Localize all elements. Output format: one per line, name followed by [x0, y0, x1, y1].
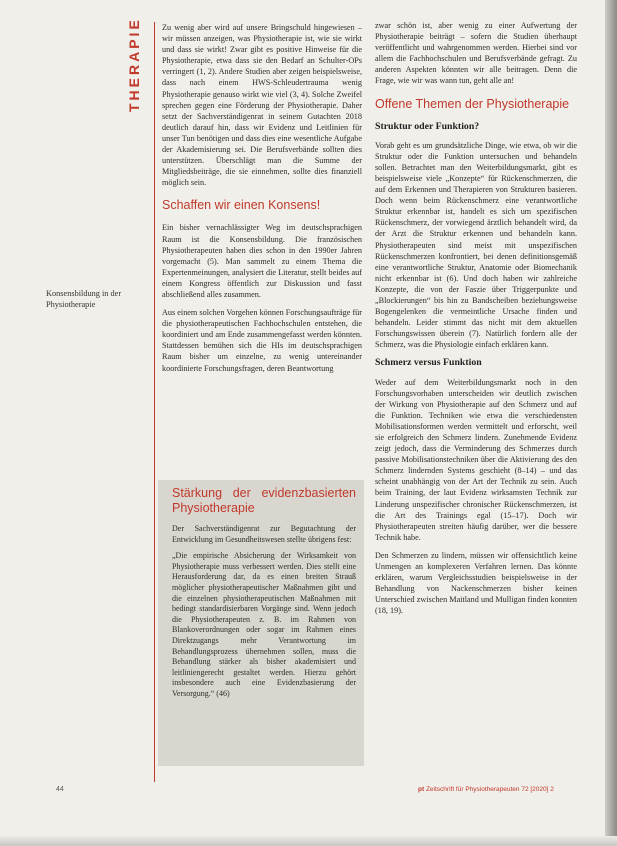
- paragraph: Weder auf dem Weiterbildungsmarkt noch in den Forschungsvorhaben unterscheiden wir deutlich zwischen der Wirkung von Physiotherapie auf den Schmerz und auf die Funktion. Techniken wie etwa die verschiedensten Mobilisationsformen werden vermittelt und erforscht, weil sie erfolgreich den Schmerz lindern. Zunehmende Evidenz zeigt jedoch, dass die Verminderung des Schmerzes durch passive Mobilisationstechniken über die Aktivierung des den Schmerz lindernden Systems geschieht (8–14) – und das scheint unabhängig von der Art der Technik zu sein. Auch beim Training, der laut Evidenz wirksamsten Technik zur Linderung unspezifischer chronischer Rückenschmerzen, ist die Art des Trainings egal (15–17). Doch wir Physiotherapeuten streiten häufig darüber, wer die bessere Technik habe.: [375, 377, 577, 542]
- column-divider: [154, 22, 155, 782]
- right-text-column: [375, 20, 577, 624]
- box-heading: Stärkung der evidenzbasierten Physiotherapie: [172, 486, 356, 515]
- paragraph: Zu wenig aber wird auf unsere Bringschuld hingewiesen – wir müssen anzeigen, was Physiotherapie ist, wie sie wirkt und dass sie wirkt! Zwar gibt es positive Hinweise für die Physiotherapie, etwa dass sie den Bedarf an Schulter-OPs verringert (1, 2). Andere Studien aber zeigen beispielsweise, dass nach einem HWS-Schleudertrauma wenig Physiotherapie genauso wirkt wie viel (3, 4). Solche Zweifel sprechen gegen eine Förderung der Physiotherapie. Daher setzt der Sachverständigenrat in seinem Gutachten 2018 deutlich darauf hin, dass wir Evidenz und Leitlinien für unser Tun benötigen und dass dies eine wesentliche Aufgabe der Akademisierung sei. Die Berufsverbände sollten dies unterstützen. Überschlägt man die Summe der Mitgliedsbeiträge, die sie einnehmen, sollte dies finanziell möglich sein.: [162, 23, 362, 188]
- subheading: Struktur oder Funktion?: [375, 120, 480, 132]
- journal-footer: [418, 786, 554, 793]
- margin-note: Konsensbildung in der Physiotherapie: [46, 289, 122, 309]
- paragraph: zwar schön ist, aber wenig zu einer Aufwertung der Physiotherapie beiträgt – sofern die Studien überhaupt veröffentlicht und wahrgenommen werden. Hierbei sind vor allem die Fachhochschulen und Berufsverbände gefragt. Zu anderen Aspekten könnten wir alle beitragen. Denn die Frage, wie wir was wann tun, geht alle an!: [375, 21, 577, 86]
- paragraph: Ein bisher vernachlässigter Weg im deutschsprachigen Raum ist die Konsensbildung. Die französischen Physiotherapeuten haben dies schon in den 1990er Jahren vorgemacht (5). Man sammelt zu einem Thema die Expertenmeinungen, analysiert die Literatur, stellt beides auf einem Kongress öffentlich zur Diskussion und fasst abschließend alles zusammen.: [162, 223, 362, 299]
- section-label: THERAPIE: [126, 17, 142, 112]
- journal-issue: 72 [2020] 2: [521, 786, 554, 793]
- info-box: [158, 480, 364, 766]
- paragraph: Aus einem solchen Vorgehen können Forschungsaufträge für die physiotherapeutischen Fachhochschulen entstehen, die koordiniert und am Ende zusammengefasst werden könnten. Stattdessen bemühen sich die HIs im deutschsprachigen Raum bisher um einzelne, zu wenig untereinander koordinierte Forschungsfragen, deren Beantwortung: [162, 308, 362, 373]
- page-number: 44: [56, 786, 64, 793]
- box-quote: „Die empirische Absicherung der Wirksamkeit von Physiotherapie muss verbessert werden. Dies stellt eine Herausforderung dar, da es einen breiten Strauß möglicher physiotherapeutischer Maßnahmen gibt und die einzelnen physiotherapeutischen Maßnahmen mit bedingt standardisierbaren Vorgänge sind. Wenn jedoch die Physiotherapeuten z. B. im Rahmen von Blankoverordnungen oder sogar im Rahmen eines Direktzugangs mehr Verantwortung im Behandlungsprozess übernehmen sollen, muss die Behandlung stärker als bisher akademisiert und leitliniengerecht gestaltet werden. Hierzu gehört insbesondere auch eine Evidenzbasierung der Versorgung.“ (46): [172, 551, 356, 698]
- page-edge-shadow: [605, 0, 617, 846]
- subheading: Schmerz versus Funktion: [375, 357, 482, 369]
- page-bottom-shadow: [0, 836, 617, 846]
- paragraph: Vorab geht es um grundsätzliche Dinge, wie etwa, ob wir die Struktur oder die Funktion untersuchen und behandeln sollen. Betrachtet man den Weiterbildungsmarkt, gibt es beispielsweise viele „Konzepte“ für Rückenschmerzen, die auf dem Erkennen und Therapieren von Strukturen basieren. Doch wenn beim Rückenschmerz eine verantwortliche Struktur erkennbar ist, handelt es sich um spezifischen Rückenschmerz, der vorwiegend ärztlich behandelt wird, da der Arzt die Struktur erkennen und behandeln kann. Physiotherapeuten sind meist mit unspezifischen Rückenschmerzen konfrontiert, bei denen definitionsgemäß eine verantwortliche Struktur, Anatomie oder Biomechanik nicht erkennbar ist (6). Und doch haben wir zahlreiche Konzepte, die von der Faszie über Triggerpunkte und „Blockierungen“ bis hin zu Bandscheiben beziehungsweise Bogengelenken die vermeintliche Ursache finden und behandeln. Leider stimmt das nicht mit dem aktuellen Forschungswissen überein (7). Natürlich fordern alle der Schmerz, was die Physiologie einfach erklären kann.: [375, 140, 577, 350]
- journal-name: Zeitschrift für Physiotherapeuten: [425, 786, 520, 793]
- section-heading: Offene Themen der Physiotherapie: [375, 96, 570, 111]
- journal-prefix: pt: [418, 786, 425, 793]
- left-text-column: [162, 22, 362, 381]
- paragraph: Den Schmerzen zu lindern, müssen wir offensichtlich keine Unmengen an komplexeren Verfahren lernen. Das könnte erklären, warum Vergleichsstudien beispielsweise in der Behandlung von Nackenschmerzen bisher keinen Unterschied zwischen Maitland und Mulligan finden konnten (18, 19).: [375, 550, 577, 616]
- section-heading: Schaffen wir einen Konsens!: [162, 198, 321, 213]
- box-paragraph: Der Sachverständigenrat zur Begutachtung der Entwicklung im Gesundheitswesen stellte übrigens fest:: [172, 524, 356, 544]
